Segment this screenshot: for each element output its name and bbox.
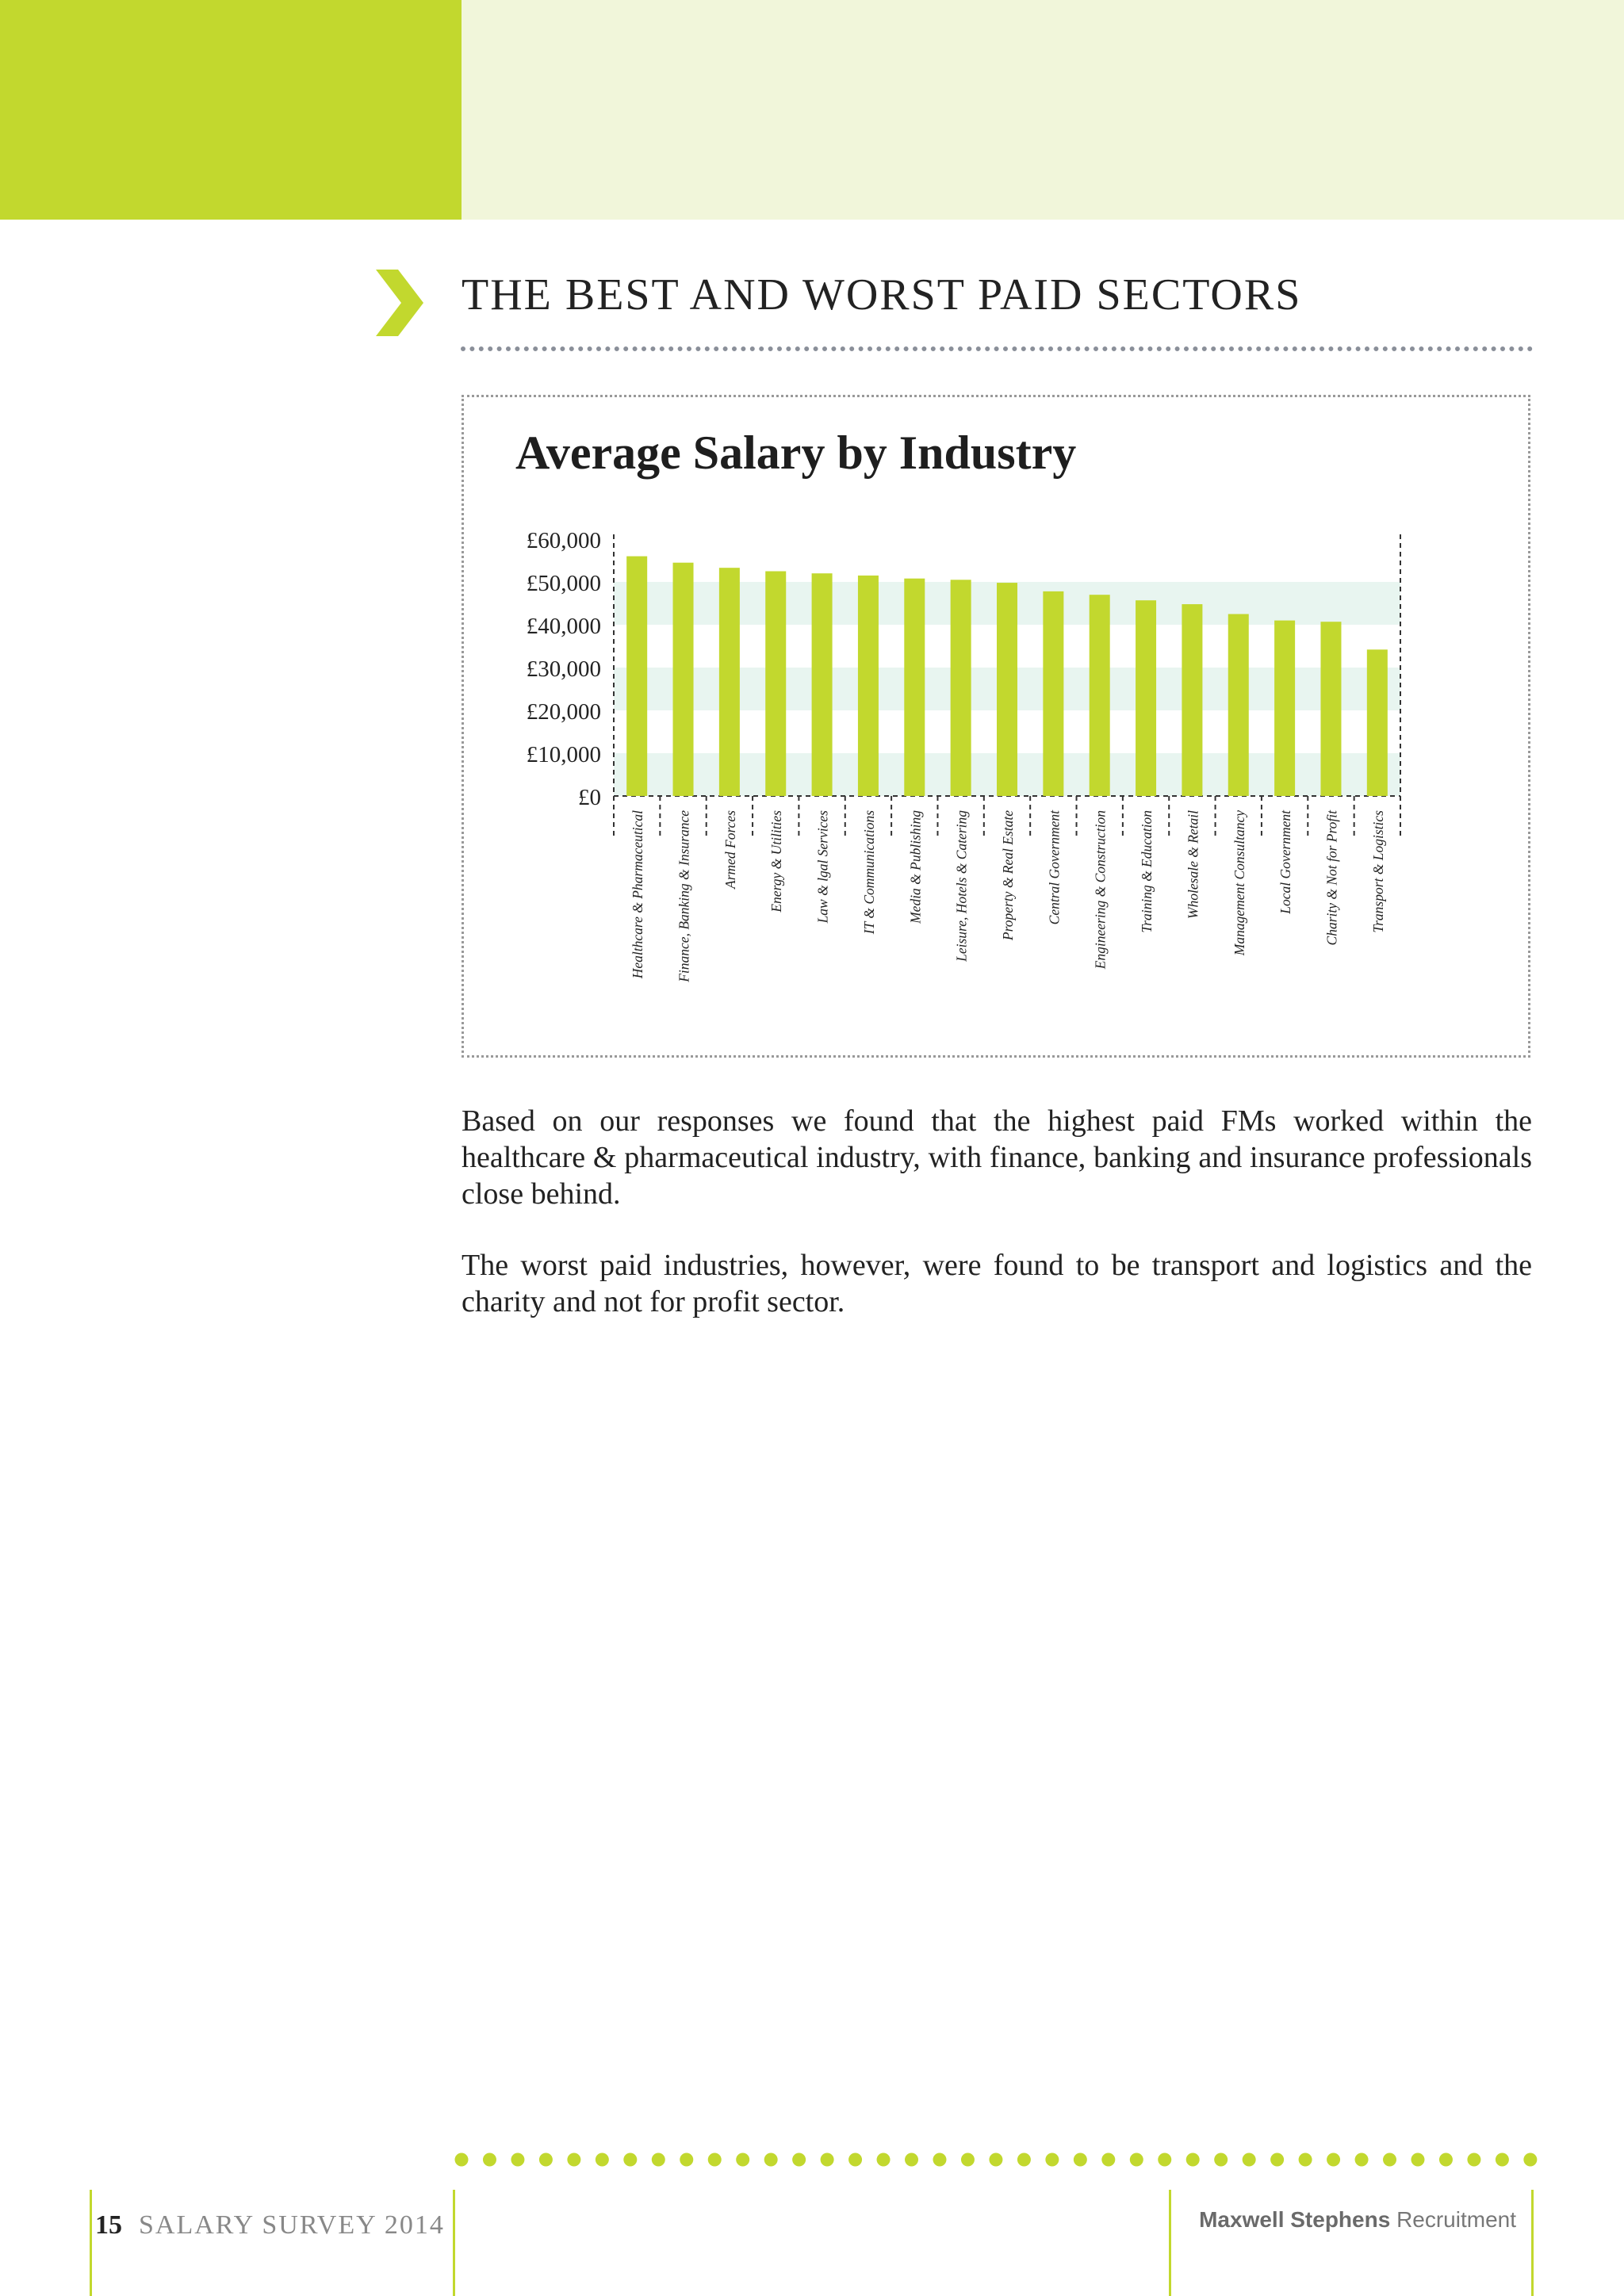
y-tick-label: £20,000 (526, 699, 601, 725)
bar (1228, 614, 1249, 797)
x-tick-label: Healthcare & Pharmaceutical (630, 810, 646, 979)
x-tick-label: IT & Communications (860, 810, 877, 935)
body-paragraph-1: Based on our responses we found that the highest paid FMs worked within the healthcare & pharmaceutical industry, with finance, banking and insurance professionals close behind. (462, 1104, 1532, 1211)
bar (1090, 595, 1110, 796)
title-dotted-rule (460, 345, 1535, 353)
y-tick-label: £0 (578, 785, 601, 810)
section-title: THE BEST AND WORST PAID SECTORS (462, 270, 1302, 320)
x-tick-label: Energy & Utilities (768, 810, 785, 913)
bar (812, 573, 833, 796)
y-tick-label: £40,000 (526, 614, 601, 639)
brand-name-bold: Maxwell Stephens (1199, 2207, 1391, 2232)
y-tick-label: £10,000 (526, 742, 601, 767)
x-tick-label: Armed Forces (722, 810, 738, 889)
footer-divider (1531, 2190, 1534, 2296)
x-tick-label: Training & Education (1139, 810, 1155, 933)
page-number: 15 (95, 2210, 122, 2240)
brand-name-rest: Recruitment (1396, 2207, 1516, 2232)
bar (904, 579, 925, 796)
chevron-right-icon (374, 266, 425, 339)
brand-name (1183, 2207, 1516, 2233)
bar (673, 563, 694, 796)
header-light-band (462, 0, 1624, 220)
x-tick-label: Leisure, Hotels & Catering (953, 810, 970, 962)
bar (1136, 600, 1156, 796)
bar (997, 583, 1017, 796)
bar (858, 576, 879, 796)
bar (951, 580, 971, 796)
x-tick-label: Engineering & Construction (1092, 810, 1109, 970)
bar (765, 572, 786, 797)
bar (719, 568, 740, 796)
header-accent-block (0, 0, 462, 220)
bar (626, 557, 647, 796)
x-tick-label: Wholesale & Retail (1185, 810, 1201, 920)
x-tick-label: Management Consultancy (1231, 810, 1247, 956)
average-salary-chart (462, 395, 1530, 1058)
footer-divider (1169, 2190, 1171, 2296)
x-tick-label: Central Government (1046, 810, 1063, 925)
bar (1274, 621, 1295, 796)
x-tick-label: Media & Publishing (907, 810, 924, 924)
footer-divider (90, 2190, 92, 2296)
x-tick-label: Charity & Not for Profit (1323, 810, 1340, 946)
bar (1367, 649, 1388, 796)
y-tick-label: £30,000 (526, 656, 601, 682)
publication-title: SALARY SURVEY 2014 (139, 2210, 445, 2240)
y-tick-label: £50,000 (526, 571, 601, 596)
footer-divider (453, 2190, 455, 2296)
x-tick-label: Law & lgal Services (814, 810, 831, 924)
x-tick-label: Finance, Banking & Insurance (676, 810, 692, 982)
x-tick-label: Property & Real Estate (1000, 810, 1016, 941)
footer-dotted-rule (452, 2150, 1540, 2169)
x-tick-label: Local Government (1277, 810, 1294, 914)
bar (1043, 591, 1063, 796)
body-paragraph-2: The worst paid industries, however, were found to be transport and logistics and the charity and not for profit sector. (462, 1249, 1532, 1318)
bar (1320, 622, 1341, 796)
x-tick-label: Transport & Logistics (1369, 810, 1386, 933)
chart-title: Average Salary by Industry (515, 427, 1077, 479)
y-tick-label: £60,000 (526, 528, 601, 553)
bar (1182, 604, 1202, 796)
